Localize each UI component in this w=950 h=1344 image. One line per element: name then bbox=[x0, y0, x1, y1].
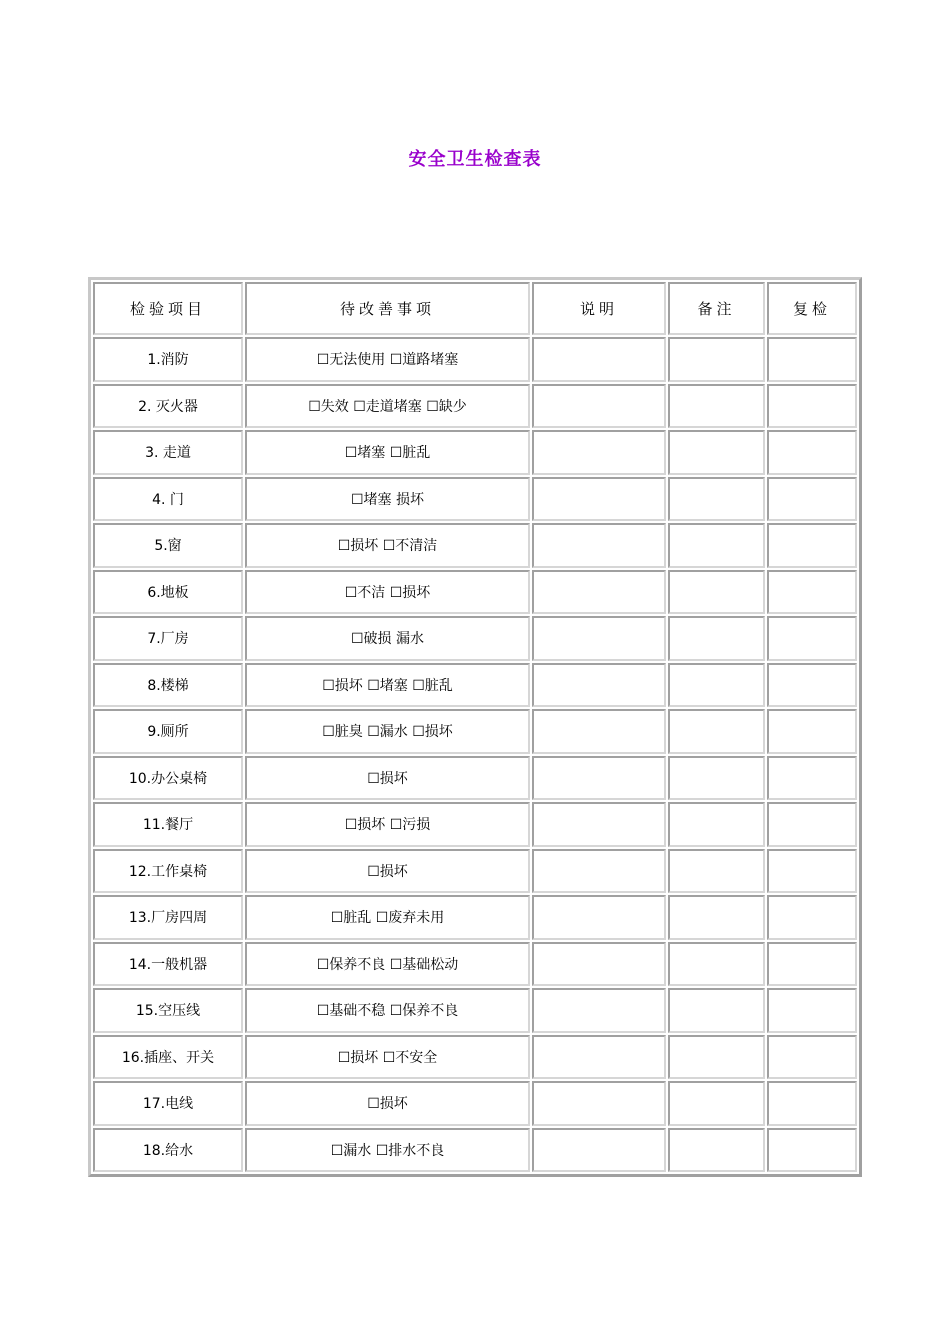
table-row bbox=[93, 616, 857, 661]
header-inspection-item: 检验项目 bbox=[93, 282, 243, 335]
cell-remarks[interactable] bbox=[668, 337, 765, 382]
cell-inspection-item: 5.窗 bbox=[93, 523, 243, 568]
cell-inspection-item: 11.餐厅 bbox=[93, 802, 243, 847]
cell-remarks[interactable] bbox=[668, 1128, 765, 1173]
cell-description[interactable] bbox=[532, 570, 666, 615]
cell-description[interactable] bbox=[532, 523, 666, 568]
cell-description[interactable] bbox=[532, 1081, 666, 1126]
cell-inspection-item: 2. 灭火器 bbox=[93, 384, 243, 429]
cell-issues: ☐损坏 ☐不安全 bbox=[245, 1035, 530, 1080]
cell-remarks[interactable] bbox=[668, 616, 765, 661]
cell-description[interactable] bbox=[532, 895, 666, 940]
cell-description[interactable] bbox=[532, 709, 666, 754]
cell-description[interactable] bbox=[532, 384, 666, 429]
cell-inspection-item: 8.楼梯 bbox=[93, 663, 243, 708]
table-header-row bbox=[93, 282, 857, 335]
cell-issues: ☐失效 ☐走道堵塞 ☐缺少 bbox=[245, 384, 530, 429]
cell-recheck[interactable] bbox=[767, 337, 857, 382]
cell-description[interactable] bbox=[532, 430, 666, 475]
cell-issues: ☐漏水 ☐排水不良 bbox=[245, 1128, 530, 1173]
table-row bbox=[93, 523, 857, 568]
table-row bbox=[93, 942, 857, 987]
cell-issues: ☐堵塞 损坏 bbox=[245, 477, 530, 522]
cell-inspection-item: 3. 走道 bbox=[93, 430, 243, 475]
table-row bbox=[93, 663, 857, 708]
cell-recheck[interactable] bbox=[767, 709, 857, 754]
cell-remarks[interactable] bbox=[668, 942, 765, 987]
cell-inspection-item: 17.电线 bbox=[93, 1081, 243, 1126]
table-row bbox=[93, 384, 857, 429]
cell-issues: ☐堵塞 ☐脏乱 bbox=[245, 430, 530, 475]
cell-issues: ☐不洁 ☐损坏 bbox=[245, 570, 530, 615]
cell-remarks[interactable] bbox=[668, 1035, 765, 1080]
cell-inspection-item: 15.空压线 bbox=[93, 988, 243, 1033]
cell-recheck[interactable] bbox=[767, 430, 857, 475]
header-recheck: 复检 bbox=[767, 282, 857, 335]
cell-recheck[interactable] bbox=[767, 756, 857, 801]
cell-remarks[interactable] bbox=[668, 849, 765, 894]
cell-inspection-item: 1.消防 bbox=[93, 337, 243, 382]
cell-recheck[interactable] bbox=[767, 663, 857, 708]
cell-description[interactable] bbox=[532, 616, 666, 661]
cell-inspection-item: 13.厂房四周 bbox=[93, 895, 243, 940]
cell-inspection-item: 9.厕所 bbox=[93, 709, 243, 754]
cell-remarks[interactable] bbox=[668, 523, 765, 568]
cell-issues: ☐损坏 bbox=[245, 1081, 530, 1126]
cell-description[interactable] bbox=[532, 663, 666, 708]
table-row bbox=[93, 802, 857, 847]
cell-issues: ☐损坏 ☐污损 bbox=[245, 802, 530, 847]
cell-description[interactable] bbox=[532, 477, 666, 522]
cell-remarks[interactable] bbox=[668, 663, 765, 708]
cell-inspection-item: 10.办公桌椅 bbox=[93, 756, 243, 801]
cell-recheck[interactable] bbox=[767, 477, 857, 522]
cell-remarks[interactable] bbox=[668, 802, 765, 847]
cell-inspection-item: 16.插座、开关 bbox=[93, 1035, 243, 1080]
cell-remarks[interactable] bbox=[668, 988, 765, 1033]
table-row bbox=[93, 570, 857, 615]
cell-description[interactable] bbox=[532, 337, 666, 382]
cell-recheck[interactable] bbox=[767, 1128, 857, 1173]
table-row bbox=[93, 709, 857, 754]
cell-remarks[interactable] bbox=[668, 477, 765, 522]
cell-issues: ☐脏臭 ☐漏水 ☐损坏 bbox=[245, 709, 530, 754]
cell-inspection-item: 6.地板 bbox=[93, 570, 243, 615]
cell-remarks[interactable] bbox=[668, 430, 765, 475]
cell-recheck[interactable] bbox=[767, 1081, 857, 1126]
cell-recheck[interactable] bbox=[767, 570, 857, 615]
cell-recheck[interactable] bbox=[767, 849, 857, 894]
cell-inspection-item: 14.一般机器 bbox=[93, 942, 243, 987]
cell-recheck[interactable] bbox=[767, 384, 857, 429]
table-row bbox=[93, 477, 857, 522]
cell-issues: ☐损坏 bbox=[245, 756, 530, 801]
cell-issues: ☐基础不稳 ☐保养不良 bbox=[245, 988, 530, 1033]
cell-remarks[interactable] bbox=[668, 384, 765, 429]
table-row bbox=[93, 895, 857, 940]
cell-issues: ☐破损 漏水 bbox=[245, 616, 530, 661]
header-remarks: 备注 bbox=[668, 282, 765, 335]
cell-description[interactable] bbox=[532, 849, 666, 894]
table-row bbox=[93, 337, 857, 382]
table-row bbox=[93, 849, 857, 894]
cell-inspection-item: 12.工作桌椅 bbox=[93, 849, 243, 894]
cell-inspection-item: 4. 门 bbox=[93, 477, 243, 522]
cell-remarks[interactable] bbox=[668, 895, 765, 940]
header-description: 说明 bbox=[532, 282, 666, 335]
cell-description[interactable] bbox=[532, 1035, 666, 1080]
cell-description[interactable] bbox=[532, 942, 666, 987]
table-row bbox=[93, 430, 857, 475]
cell-recheck[interactable] bbox=[767, 616, 857, 661]
table-row bbox=[93, 1081, 857, 1126]
cell-recheck[interactable] bbox=[767, 802, 857, 847]
cell-remarks[interactable] bbox=[668, 756, 765, 801]
table-row bbox=[93, 1035, 857, 1080]
page-title: 安全卫生检查表 bbox=[408, 149, 542, 170]
cell-inspection-item: 7.厂房 bbox=[93, 616, 243, 661]
cell-remarks[interactable] bbox=[668, 570, 765, 615]
header-issues: 待改善事项 bbox=[245, 282, 530, 335]
table-body bbox=[93, 337, 857, 1172]
inspection-table-frame bbox=[88, 277, 862, 1177]
cell-recheck[interactable] bbox=[767, 988, 857, 1033]
cell-issues: ☐保养不良 ☐基础松动 bbox=[245, 942, 530, 987]
cell-issues: ☐脏乱 ☐废弃未用 bbox=[245, 895, 530, 940]
cell-remarks[interactable] bbox=[668, 1081, 765, 1126]
cell-recheck[interactable] bbox=[767, 1035, 857, 1080]
table-row bbox=[93, 1128, 857, 1173]
cell-description[interactable] bbox=[532, 756, 666, 801]
cell-recheck[interactable] bbox=[767, 942, 857, 987]
table-row bbox=[93, 988, 857, 1033]
cell-issues: ☐损坏 ☐堵塞 ☐脏乱 bbox=[245, 663, 530, 708]
cell-recheck[interactable] bbox=[767, 523, 857, 568]
cell-description[interactable] bbox=[532, 988, 666, 1033]
cell-issues: ☐损坏 ☐不清洁 bbox=[245, 523, 530, 568]
cell-description[interactable] bbox=[532, 802, 666, 847]
cell-inspection-item: 18.给水 bbox=[93, 1128, 243, 1173]
table-row bbox=[93, 756, 857, 801]
cell-remarks[interactable] bbox=[668, 709, 765, 754]
cell-issues: ☐无法使用 ☐道路堵塞 bbox=[245, 337, 530, 382]
inspection-table bbox=[91, 280, 859, 1174]
cell-recheck[interactable] bbox=[767, 895, 857, 940]
cell-issues: ☐损坏 bbox=[245, 849, 530, 894]
cell-description[interactable] bbox=[532, 1128, 666, 1173]
